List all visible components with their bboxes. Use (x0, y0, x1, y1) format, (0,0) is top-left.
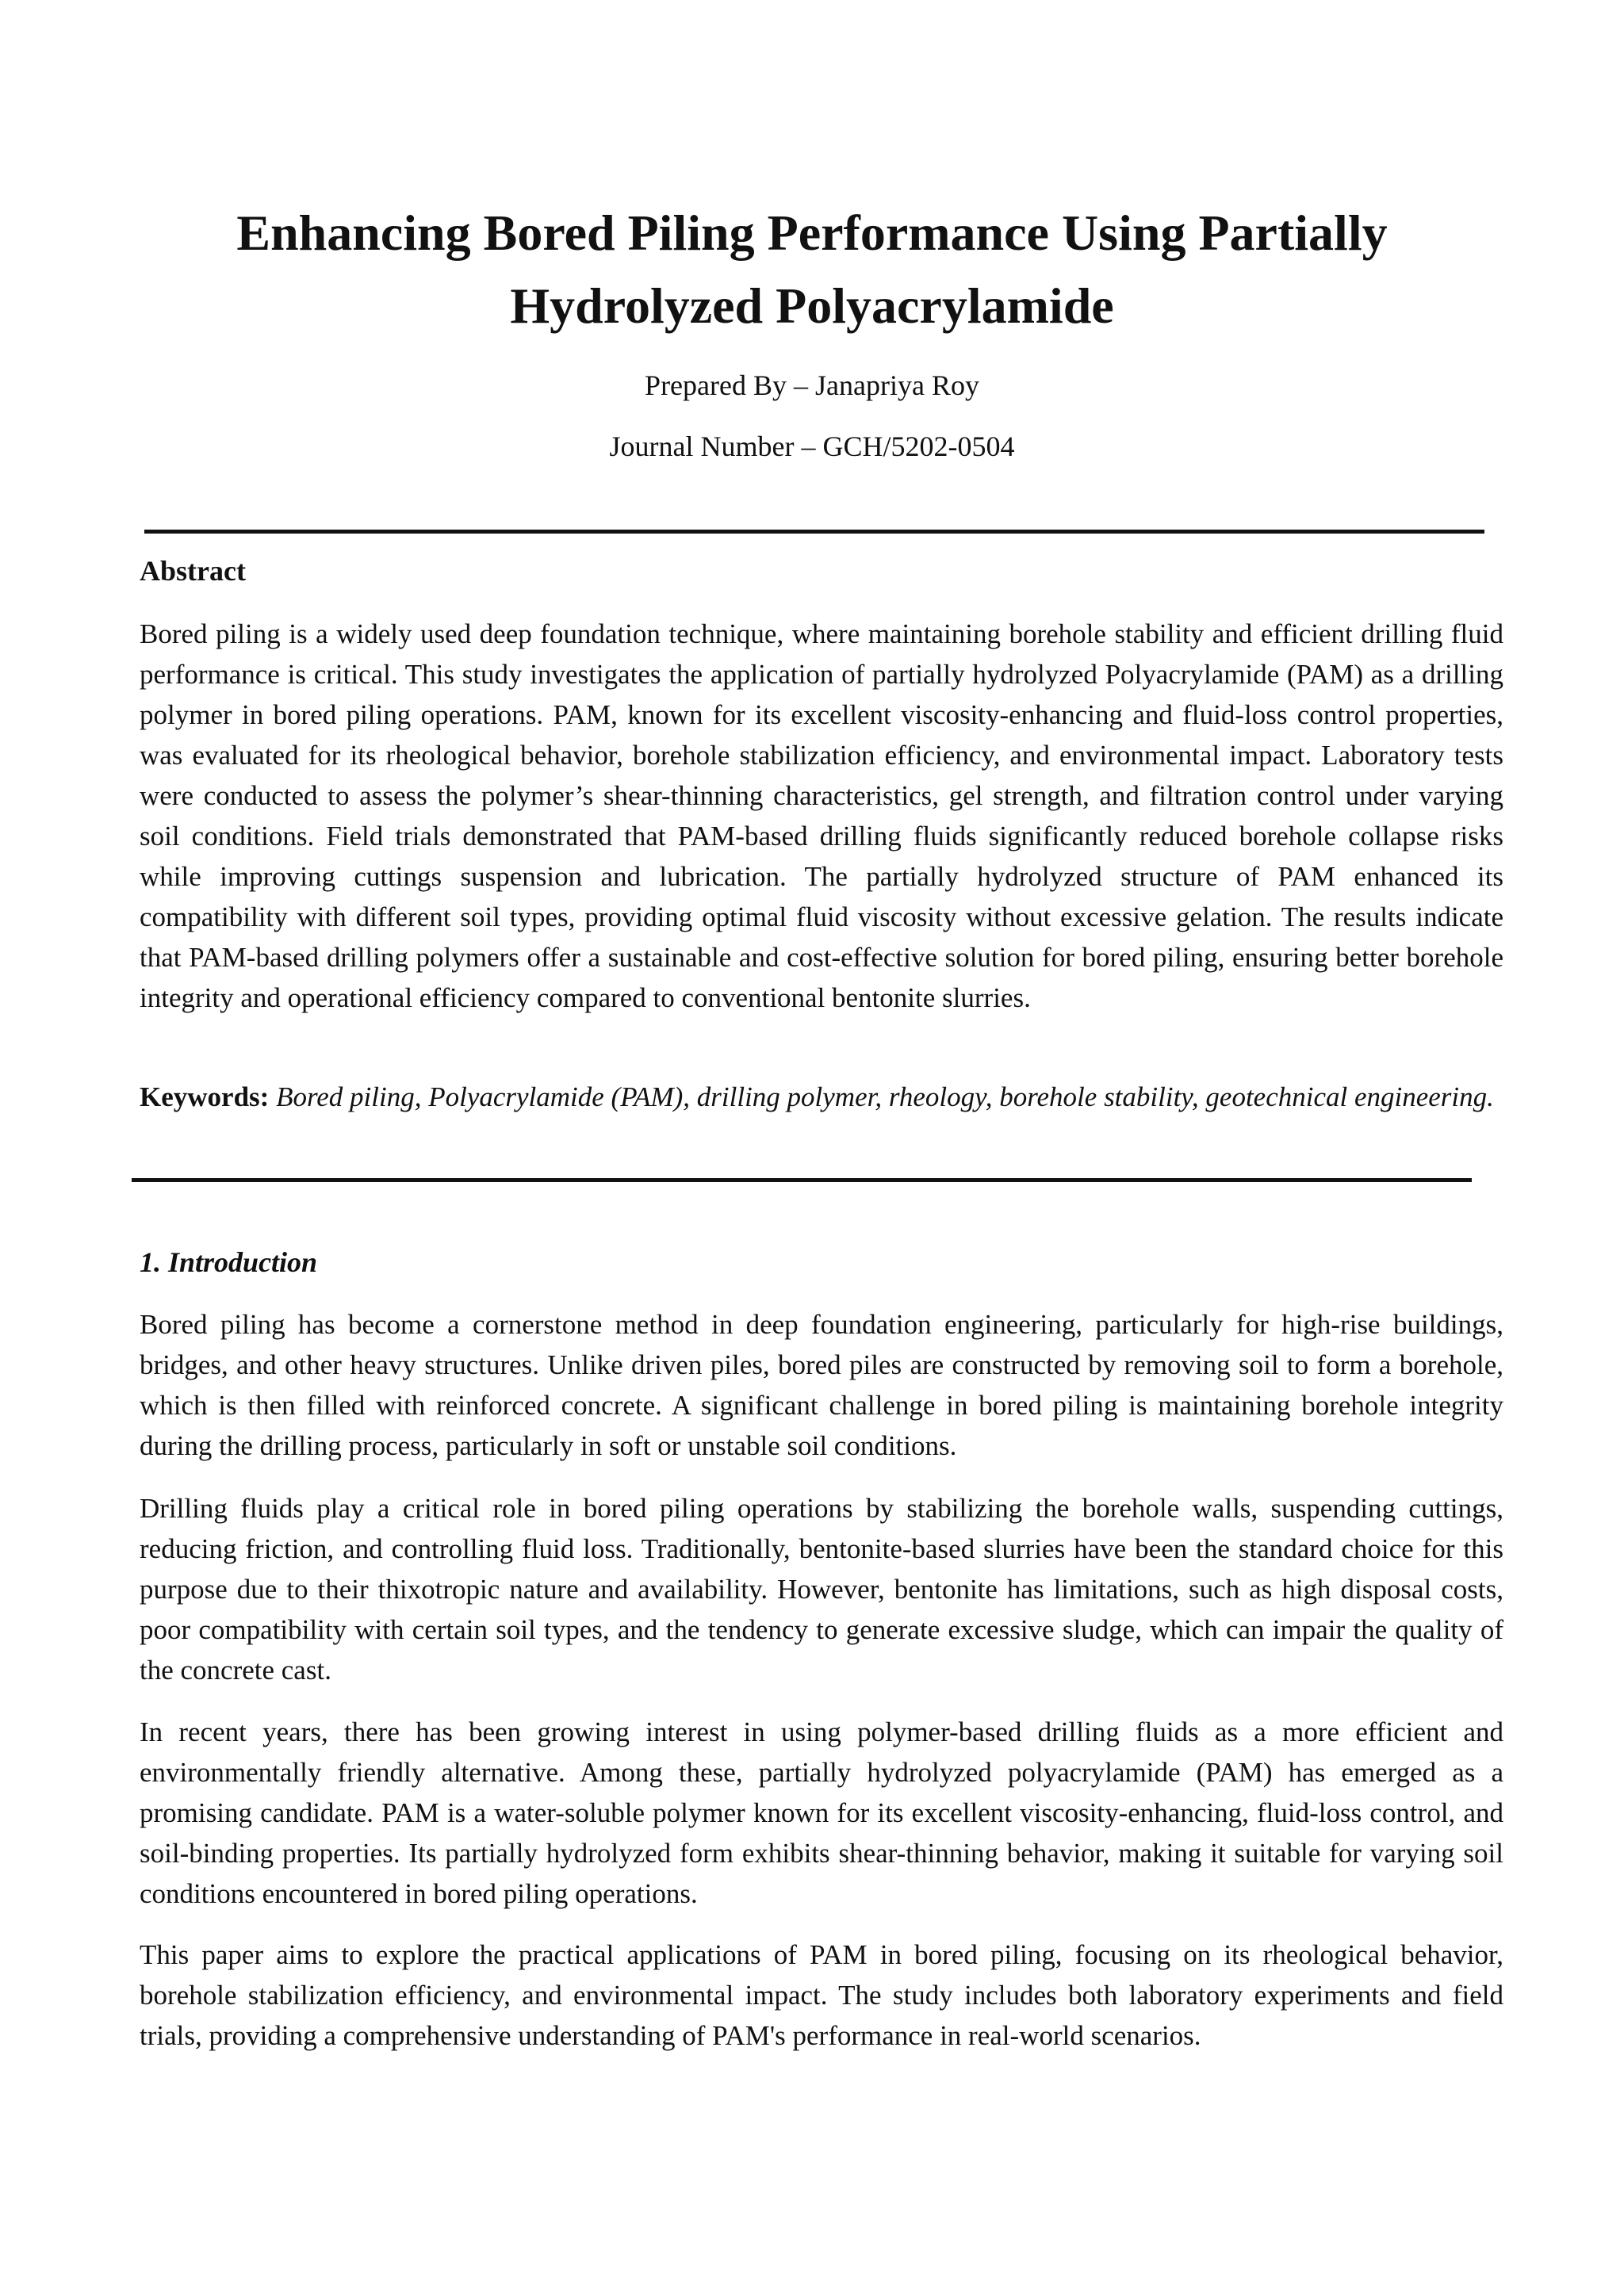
paper-title-line-1: Enhancing Bored Piling Performance Using Partially (236, 205, 1388, 261)
bottom-divider (132, 1178, 1472, 1182)
intro-paragraph-2: Drilling fluids play a critical role in bored piling operations by stabilizing the borehole walls, suspending cuttings, reducing friction, and controlling fluid loss. Traditionally, bentonite-based slurries have been the standard choice for this purpose due to their thixotropic nature and availability. However, bentonite has limitations, such as high disposal costs, poor compatibility with certain soil types, and the tendency to generate excessive sludge, which can impair the quality of the concrete cast. (140, 1493, 1503, 1686)
top-divider (144, 530, 1484, 534)
keywords (140, 1077, 1503, 1117)
paper-title-line-2: Hydrolyzed Polyacrylamide (510, 277, 1114, 334)
intro-paragraph-1: Bored piling has become a cornerstone method in deep foundation engineering, particularly for high-rise buildings, bridges, and other heavy structures. Unlike driven piles, bored piles are constructed by removing soil to form a borehole, which is then filled with reinforced concrete. A significant challenge in bored piling is maintaining borehole integrity during the drilling process, particularly in soft or unstable soil conditions. (140, 1309, 1503, 1461)
introduction-heading: 1. Introduction (140, 1246, 318, 1278)
keywords-label: Keywords: (140, 1081, 270, 1112)
prepared-by: Prepared By – Janapriya Roy (645, 369, 979, 401)
intro-paragraph-3: In recent years, there has been growing interest in using polymer-based drilling fluids as a more efficient and environmentally friendly alternative. Among these, partially hydrolyzed polyacrylamide (PAM) has emerged as a promising candidate. PAM is a water-soluble polymer known for its excellent viscosity-enhancing, fluid-loss control, and soil-binding properties. Its partially hydrolyzed form exhibits shear-thinning behavior, making it suitable for varying soil conditions encountered in bored piling operations. (140, 1716, 1503, 1909)
paper-title (119, 197, 1505, 342)
journal-number: Journal Number – GCH/5202-0504 (609, 430, 1015, 462)
keywords-text: Bored piling, Polyacrylamide (PAM), drilling polymer, rheology, borehole stability, geotechnical engineering. (276, 1081, 1494, 1112)
abstract-text: Bored piling is a widely used deep foundation technique, where maintaining borehole stability and efficient drilling fluid performance is critical. This study investigates the application of partially hydrolyzed Polyacrylamide (PAM) as a drilling polymer in bored piling operations. PAM, known for its excellent viscosity-enhancing and fluid-loss control properties, was evaluated for its rheological behavior, borehole stabilization efficiency, and environmental impact. Laboratory tests were conducted to assess the polymer’s shear-thinning characteristics, gel strength, and filtration control under varying soil conditions. Field trials demonstrated that PAM-based drilling fluids significantly reduced borehole collapse risks while improving cuttings suspension and lubrication. The partially hydrolyzed structure of PAM enhanced its compatibility with different soil types, providing optimal fluid viscosity without excessive gelation. The results indicate that PAM-based drilling polymers offer a sustainable and cost-effective solution for bored piling, ensuring better borehole integrity and operational efficiency compared to conventional bentonite slurries. (140, 618, 1503, 1013)
intro-paragraph-4: This paper aims to explore the practical applications of PAM in bored piling, focusing on its rheological behavior, borehole stabilization efficiency, and environmental impact. The study includes both laboratory experiments and field trials, providing a comprehensive understanding of PAM's performance in real-world scenarios. (140, 1939, 1503, 2051)
abstract-heading: Abstract (140, 555, 246, 587)
